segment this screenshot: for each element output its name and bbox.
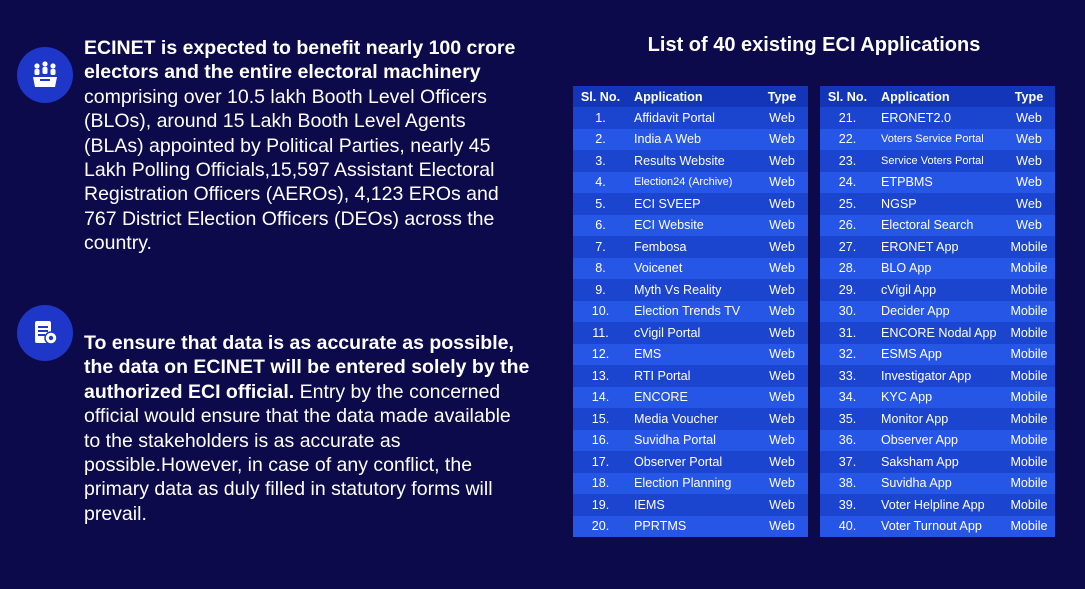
application-cell: Results Website — [628, 150, 756, 172]
table-row — [820, 236, 1055, 258]
sl-no-cell: 32. — [820, 344, 875, 366]
sl-no-cell: 1. — [573, 107, 628, 129]
electors-group-icon — [17, 47, 73, 103]
electors-benefit-bold: ECINET is expected to benefit nearly 100 crore electors and the entire electoral machinery — [84, 37, 516, 84]
application-cell: Voters Service Portal — [875, 129, 1003, 151]
type-cell: Web — [756, 430, 808, 452]
document-gear-icon — [17, 305, 73, 361]
sl-no-cell: 37. — [820, 451, 875, 473]
electors-benefit-text: comprising over 10.5 lakh Booth Level Officers (BLOs), around 15 Lakh Booth Level Agents (BLAs) appointed by Political Parties, nearly 45 Lakh Polling Officials,15,597 Assistant Electoral Registration Officers (AEROs), 4,123 EROs and 767 District Election Officers (DEOs) across the country. — [84, 85, 499, 255]
application-cell: Voter Helpline App — [875, 494, 1003, 516]
type-cell: Mobile — [1003, 408, 1055, 430]
type-cell: Web — [756, 322, 808, 344]
sl-no-cell: 2. — [573, 129, 628, 151]
sl-no-cell: 38. — [820, 473, 875, 495]
application-cell: India A Web — [628, 129, 756, 151]
type-cell: Web — [1003, 129, 1055, 151]
application-cell: Voicenet — [628, 258, 756, 280]
sl-no-cell: 27. — [820, 236, 875, 258]
application-cell: Suvidha Portal — [628, 430, 756, 452]
type-cell: Web — [756, 279, 808, 301]
type-cell: Mobile — [1003, 258, 1055, 280]
table-row — [573, 430, 808, 452]
table-row — [573, 516, 808, 538]
application-cell: PPRTMS — [628, 516, 756, 538]
data-accuracy-paragraph — [84, 331, 530, 526]
type-cell: Mobile — [1003, 430, 1055, 452]
application-cell: ENCORE — [628, 387, 756, 409]
table-row — [573, 344, 808, 366]
type-cell: Web — [756, 193, 808, 215]
application-cell: RTI Portal — [628, 365, 756, 387]
application-cell: Suvidha App — [875, 473, 1003, 495]
applications-table-1 — [573, 86, 808, 537]
application-cell: Affidavit Portal — [628, 107, 756, 129]
table-row — [573, 258, 808, 280]
application-cell: EMS — [628, 344, 756, 366]
sl-no-cell: 34. — [820, 387, 875, 409]
table-row — [820, 322, 1055, 344]
header-sl-no: Sl. No. — [820, 86, 875, 107]
applications-list-title: List of 40 existing ECI Applications — [647, 34, 981, 56]
sl-no-cell: 24. — [820, 172, 875, 194]
table-row — [820, 387, 1055, 409]
sl-no-cell: 10. — [573, 301, 628, 323]
sl-no-cell: 23. — [820, 150, 875, 172]
sl-no-cell: 29. — [820, 279, 875, 301]
table-row — [820, 279, 1055, 301]
application-cell: ERONET App — [875, 236, 1003, 258]
sl-no-cell: 30. — [820, 301, 875, 323]
type-cell: Mobile — [1003, 344, 1055, 366]
table-row — [573, 215, 808, 237]
table-row — [573, 236, 808, 258]
sl-no-cell: 15. — [573, 408, 628, 430]
sl-no-cell: 13. — [573, 365, 628, 387]
application-cell: ENCORE Nodal App — [875, 322, 1003, 344]
type-cell: Mobile — [1003, 473, 1055, 495]
header-application: Application — [628, 86, 756, 107]
table-row — [573, 129, 808, 151]
application-cell: Myth Vs Reality — [628, 279, 756, 301]
sl-no-cell: 5. — [573, 193, 628, 215]
sl-no-cell: 7. — [573, 236, 628, 258]
sl-no-cell: 19. — [573, 494, 628, 516]
type-cell: Web — [1003, 193, 1055, 215]
application-cell: ECI SVEEP — [628, 193, 756, 215]
sl-no-cell: 26. — [820, 215, 875, 237]
table-row — [820, 215, 1055, 237]
sl-no-cell: 16. — [573, 430, 628, 452]
sl-no-cell: 36. — [820, 430, 875, 452]
type-cell: Mobile — [1003, 516, 1055, 538]
application-cell: Monitor App — [875, 408, 1003, 430]
table-row — [820, 193, 1055, 215]
table-row — [820, 150, 1055, 172]
header-sl-no: Sl. No. — [573, 86, 628, 107]
application-cell: Service Voters Portal — [875, 150, 1003, 172]
application-cell: Decider App — [875, 301, 1003, 323]
table-row — [573, 193, 808, 215]
sl-no-cell: 25. — [820, 193, 875, 215]
table-row — [573, 301, 808, 323]
application-cell: Fembosa — [628, 236, 756, 258]
application-cell: Election Trends TV — [628, 301, 756, 323]
type-cell: Mobile — [1003, 494, 1055, 516]
header-type: Type — [1003, 86, 1055, 107]
applications-table-2 — [820, 86, 1055, 537]
type-cell: Web — [756, 107, 808, 129]
sl-no-cell: 33. — [820, 365, 875, 387]
table-row — [820, 473, 1055, 495]
sl-no-cell: 17. — [573, 451, 628, 473]
sl-no-cell: 8. — [573, 258, 628, 280]
type-cell: Mobile — [1003, 451, 1055, 473]
application-cell: ECI Website — [628, 215, 756, 237]
type-cell: Mobile — [1003, 301, 1055, 323]
type-cell: Web — [756, 344, 808, 366]
application-cell: Voter Turnout App — [875, 516, 1003, 538]
table-row — [820, 258, 1055, 280]
header-type: Type — [756, 86, 808, 107]
type-cell: Web — [1003, 215, 1055, 237]
type-cell: Web — [756, 129, 808, 151]
type-cell: Web — [756, 473, 808, 495]
sl-no-cell: 39. — [820, 494, 875, 516]
application-cell: ESMS App — [875, 344, 1003, 366]
application-cell: NGSP — [875, 193, 1003, 215]
table-row — [820, 408, 1055, 430]
type-cell: Mobile — [1003, 387, 1055, 409]
type-cell: Web — [756, 258, 808, 280]
type-cell: Web — [756, 516, 808, 538]
sl-no-cell: 14. — [573, 387, 628, 409]
table-row — [820, 172, 1055, 194]
type-cell: Web — [756, 494, 808, 516]
table-row — [573, 279, 808, 301]
type-cell: Web — [756, 408, 808, 430]
table-row — [573, 365, 808, 387]
type-cell: Web — [1003, 172, 1055, 194]
application-cell: Election24 (Archive) — [628, 172, 756, 194]
table-row — [820, 107, 1055, 129]
data-accuracy-text: Entry by the concerned official would ensure that the data made available to the stakeholders is as accurate as possible.However, in case of any conflict, the primary data as duly filled in statutory forms will prevail. — [84, 380, 511, 525]
table-row — [820, 365, 1055, 387]
table-row — [820, 129, 1055, 151]
electors-benefit-paragraph — [84, 36, 530, 256]
type-cell: Web — [756, 150, 808, 172]
sl-no-cell: 11. — [573, 322, 628, 344]
type-cell: Web — [756, 172, 808, 194]
sl-no-cell: 28. — [820, 258, 875, 280]
table-row — [573, 107, 808, 129]
application-cell: BLO App — [875, 258, 1003, 280]
type-cell: Web — [1003, 150, 1055, 172]
application-cell: IEMS — [628, 494, 756, 516]
sl-no-cell: 40. — [820, 516, 875, 538]
table-row — [573, 322, 808, 344]
application-cell: Observer App — [875, 430, 1003, 452]
table-row — [573, 473, 808, 495]
table-row — [820, 344, 1055, 366]
table-row — [573, 150, 808, 172]
sl-no-cell: 9. — [573, 279, 628, 301]
table-row — [820, 494, 1055, 516]
application-cell: cVigil App — [875, 279, 1003, 301]
sl-no-cell: 3. — [573, 150, 628, 172]
sl-no-cell: 12. — [573, 344, 628, 366]
type-cell: Web — [756, 215, 808, 237]
sl-no-cell: 4. — [573, 172, 628, 194]
sl-no-cell: 20. — [573, 516, 628, 538]
header-application: Application — [875, 86, 1003, 107]
application-cell: Electoral Search — [875, 215, 1003, 237]
type-cell: Mobile — [1003, 236, 1055, 258]
type-cell: Web — [1003, 107, 1055, 129]
application-cell: Saksham App — [875, 451, 1003, 473]
table-row — [820, 451, 1055, 473]
type-cell: Web — [756, 451, 808, 473]
application-cell: ERONET2.0 — [875, 107, 1003, 129]
table-row — [573, 172, 808, 194]
application-cell: Media Voucher — [628, 408, 756, 430]
sl-no-cell: 22. — [820, 129, 875, 151]
sl-no-cell: 21. — [820, 107, 875, 129]
type-cell: Web — [756, 301, 808, 323]
type-cell: Mobile — [1003, 279, 1055, 301]
table-row — [820, 516, 1055, 538]
sl-no-cell: 6. — [573, 215, 628, 237]
application-cell: Election Planning — [628, 473, 756, 495]
table-row — [573, 451, 808, 473]
application-cell: Observer Portal — [628, 451, 756, 473]
data-accuracy-bold: To ensure that data is as accurate as possible, the data on ECINET will be entered solely by the authorized ECI official. — [84, 332, 530, 403]
table-row — [820, 430, 1055, 452]
application-cell: cVigil Portal — [628, 322, 756, 344]
type-cell: Web — [756, 387, 808, 409]
sl-no-cell: 35. — [820, 408, 875, 430]
type-cell: Web — [756, 365, 808, 387]
table-row — [573, 387, 808, 409]
table-row — [573, 408, 808, 430]
application-cell: ETPBMS — [875, 172, 1003, 194]
type-cell: Web — [756, 236, 808, 258]
type-cell: Mobile — [1003, 365, 1055, 387]
table-row — [573, 494, 808, 516]
sl-no-cell: 18. — [573, 473, 628, 495]
sl-no-cell: 31. — [820, 322, 875, 344]
table-row — [820, 301, 1055, 323]
application-cell: KYC App — [875, 387, 1003, 409]
application-cell: Investigator App — [875, 365, 1003, 387]
type-cell: Mobile — [1003, 322, 1055, 344]
